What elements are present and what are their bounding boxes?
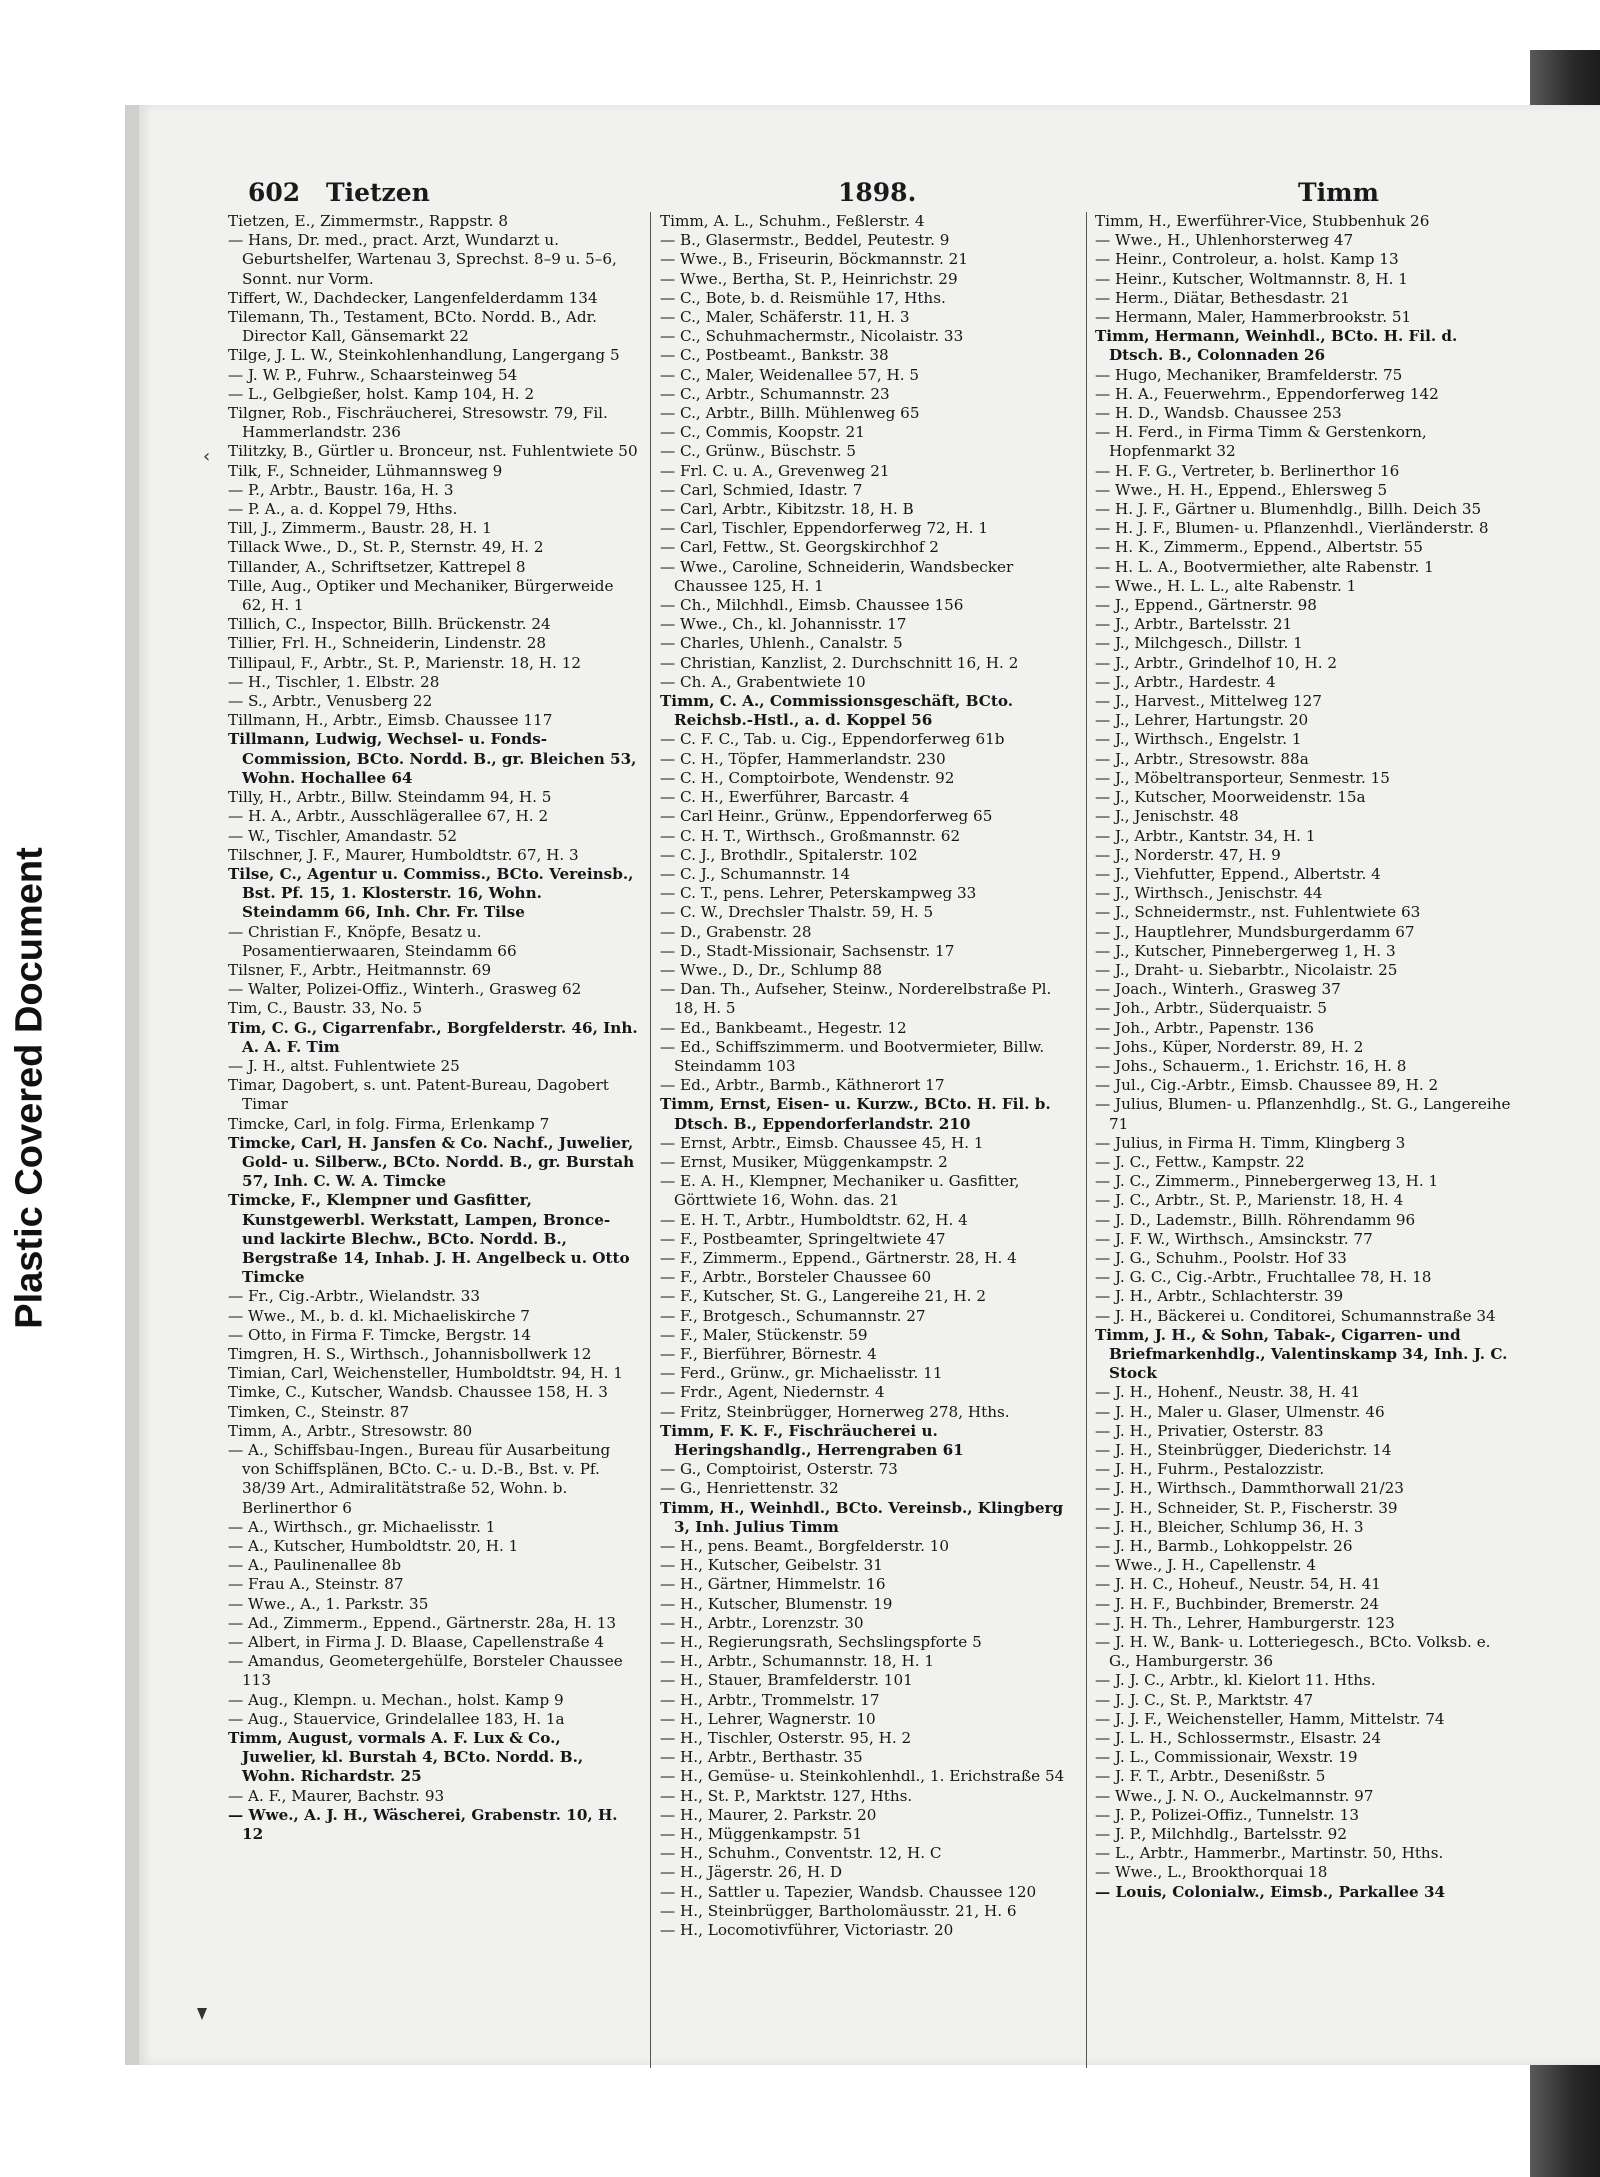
directory-entry: — J., Wirthsch., Jenischstr. 44 (1095, 884, 1323, 903)
directory-entry: — Christian F., Knöpfe, Besatz u. Posamentierwaaren, Steindamm 66 (228, 922, 517, 960)
directory-entry: — C. F. C., Tab. u. Cig., Eppendorferweg 61b (660, 730, 1005, 749)
directory-entry: — J. H., Bäckerei u. Conditorei, Schumannstraße 34 (1095, 1306, 1496, 1325)
directory-entry: Tillmann, Ludwig, Wechsel- u. Fonds-Commission, BCto. Nordd. B., gr. Bleichen 53, Wohn. Hochallee 64 (228, 730, 637, 787)
directory-entry: — H., Tischler, Osterstr. 95, H. 2 (660, 1729, 912, 1748)
directory-entry: — C. H. T., Wirthsch., Großmannstr. 62 (660, 826, 961, 845)
directory-entry: — D., Stadt-Missionair, Sachsenstr. 17 (660, 941, 955, 960)
directory-entry: — Wwe., L., Brookthorquai 18 (1095, 1863, 1328, 1882)
directory-entry: Timcke, Carl, in folg. Firma, Erlenkamp 7 (228, 1114, 550, 1133)
directory-entry: — H., Müggenkampstr. 51 (660, 1825, 863, 1844)
directory-entry: — J., Viehfutter, Eppend., Albertstr. 4 (1095, 864, 1381, 883)
directory-entry: — Frl. C. u. A., Grevenweg 21 (660, 461, 890, 480)
directory-entry: — J. P., Milchhdlg., Bartelsstr. 92 (1095, 1825, 1348, 1844)
directory-entry: Tietzen, E., Zimmermstr., Rappstr. 8 (228, 212, 508, 230)
directory-entry: Tillander, A., Schriftsetzer, Kattrepel 8 (228, 557, 526, 576)
directory-entry: — H., St. P., Marktstr. 127, Hths. (660, 1786, 913, 1805)
directory-entry: — Fritz, Steinbrügger, Hornerweg 278, Hths. (660, 1402, 1010, 1421)
directory-entry: — H., Kutscher, Geibelstr. 31 (660, 1556, 883, 1575)
directory-entry: Tillack Wwe., D., St. P., Sternstr. 49, H. 2 (228, 538, 544, 557)
directory-entry: — C., Bote, b. d. Reismühle 17, Hths. (660, 288, 946, 307)
directory-entry: — Joach., Winterh., Grasweg 37 (1095, 980, 1341, 999)
directory-entry: — C., Arbtr., Schumannstr. 23 (660, 384, 890, 403)
directory-entry: Timm, August, vormals A. F. Lux & Co., Juwelier, kl. Burstah 4, BCto. Nordd. B., Wohn. Richardstr. 25 (228, 1729, 584, 1786)
directory-entry: — J. H., Schneider, St. P., Fischerstr. 39 (1095, 1498, 1398, 1517)
directory-entry: — Wwe., A. J. H., Wäscherei, Grabenstr. 10, H. 12 (228, 1805, 618, 1844)
column-rule (1086, 212, 1087, 2068)
directory-entry: — Carl, Tischler, Eppendorferweg 72, H. 1 (660, 519, 988, 538)
directory-entry: — Heinr., Kutscher, Woltmannstr. 8, H. 1 (1095, 269, 1408, 288)
directory-entry: — Wwe., B., Friseurin, Böckmannstr. 21 (660, 250, 969, 269)
directory-entry: — E. A. H., Klempner, Mechaniker u. Gasfitter, Görttwiete 16, Wohn. das. 21 (660, 1172, 1020, 1210)
directory-entry: — C., Maler, Schäferstr. 11, H. 3 (660, 308, 910, 327)
directory-entry: — Ch., Milchhdl., Eimsb. Chaussee 156 (660, 596, 964, 615)
directory-entry: — F., Zimmerm., Eppend., Gärtnerstr. 28, H. 4 (660, 1248, 1017, 1267)
directory-entry: — Ed., Bankbeamt., Hegestr. 12 (660, 1018, 907, 1037)
directory-entry: Timke, C., Kutscher, Wandsb. Chaussee 158, H. 3 (228, 1383, 608, 1402)
directory-entry: Timm, H., Ewerführer-Vice, Stubbenhuk 26 (1095, 212, 1430, 230)
directory-entry: — H. K., Zimmerm., Eppend., Albertstr. 55 (1095, 538, 1423, 557)
directory-entry: — J. H. Th., Lehrer, Hamburgerstr. 123 (1095, 1613, 1395, 1632)
directory-entry: — J. H., Hohenf., Neustr. 38, H. 41 (1095, 1383, 1361, 1402)
directory-entry: Timm, C. A., Commissionsgeschäft, BCto. Reichsb.-Hstl., a. d. Koppel 56 (660, 692, 1014, 730)
directory-entry: — J., Kutscher, Pinnebergerweg 1, H. 3 (1095, 941, 1396, 960)
side-label: Plastic Covered Document (8, 847, 51, 1329)
directory-entry: — Frdr., Agent, Niedernstr. 4 (660, 1383, 885, 1402)
directory-entry: — H. J. F., Gärtner u. Blumenhdlg., Billh. Deich 35 (1095, 500, 1482, 519)
directory-entry: — Aug., Stauervice, Grindelallee 183, H. 1a (228, 1709, 565, 1728)
directory-entry: — J. C., Fettw., Kampstr. 22 (1095, 1152, 1305, 1171)
directory-entry: — L., Gelbgießer, holst. Kamp 104, H. 2 (228, 384, 535, 403)
directory-entry: — Dan. Th., Aufseher, Steinw., Norderelbstraße Pl. 18, H. 5 (660, 980, 1052, 1018)
directory-entry: — J., Arbtr., Hardestr. 4 (1095, 672, 1276, 691)
directory-entry: — Wwe., M., b. d. kl. Michaeliskirche 7 (228, 1306, 530, 1325)
directory-entry: — L., Arbtr., Hammerbr., Martinstr. 50, Hths. (1095, 1844, 1444, 1863)
corner-mark (197, 2008, 207, 2020)
directory-entry: — Ernst, Musiker, Müggenkampstr. 2 (660, 1152, 948, 1171)
directory-entry: — Ferd., Grünw., gr. Michaelisstr. 11 (660, 1364, 943, 1383)
directory-entry: — Jul., Cig.-Arbtr., Eimsb. Chaussee 89, H. 2 (1095, 1076, 1439, 1095)
directory-entry: — G., Henriettenstr. 32 (660, 1479, 839, 1498)
directory-entry: — H., Stauer, Bramfelderstr. 101 (660, 1671, 913, 1690)
directory-entry: — C. J., Schumannstr. 14 (660, 864, 851, 883)
directory-entry: — Carl Heinr., Grünw., Eppendorferweg 65 (660, 807, 993, 826)
column-right (1095, 212, 1515, 2072)
directory-entry: — J. H. F., Buchbinder, Bremerstr. 24 (1095, 1594, 1380, 1613)
directory-entry: — Ernst, Arbtr., Eimsb. Chaussee 45, H. 1 (660, 1133, 984, 1152)
directory-entry: — Aug., Klempn. u. Mechan., holst. Kamp 9 (228, 1690, 564, 1709)
directory-entry: — A., Paulinenallee 8b (228, 1556, 402, 1575)
directory-entry: — P., Arbtr., Baustr. 16a, H. 3 (228, 480, 454, 499)
directory-entry: — Amandus, Geometergehülfe, Borsteler Chaussee 113 (228, 1652, 623, 1690)
directory-entry: — H. A., Arbtr., Ausschlägerallee 67, H. 2 (228, 807, 549, 826)
directory-entry: — Otto, in Firma F. Timcke, Bergstr. 14 (228, 1325, 532, 1344)
directory-entry: — J. F. T., Arbtr., Desenißstr. 5 (1095, 1767, 1326, 1786)
directory-entry: — C. H., Comptoirbote, Wendenstr. 92 (660, 768, 955, 787)
directory-entry: — H., Arbtr., Lorenzstr. 30 (660, 1613, 864, 1632)
directory-entry: — H., Kutscher, Blumenstr. 19 (660, 1594, 893, 1613)
directory-entry: — J. L., Commissionair, Wexstr. 19 (1095, 1748, 1358, 1767)
directory-entry: — H., Arbtr., Berthastr. 35 (660, 1748, 863, 1767)
directory-entry: — Wwe., Bertha, St. P., Heinrichstr. 29 (660, 269, 958, 288)
directory-entry: Timm, Ernst, Eisen- u. Kurzw., BCto. H. Fil. b. Dtsch. B., Eppendorferlandstr. 210 (660, 1095, 1051, 1133)
directory-entry: — J. H., altst. Fuhlentwiete 25 (228, 1056, 460, 1075)
directory-entry: — Johs., Küper, Norderstr. 89, H. 2 (1095, 1037, 1364, 1056)
directory-entry: — Johs., Schauerm., 1. Erichstr. 16, H. 8 (1095, 1056, 1407, 1075)
directory-entry: — F., Arbtr., Borsteler Chaussee 60 (660, 1268, 932, 1287)
page-header (248, 178, 1598, 212)
directory-entry: — J. J. C., Arbtr., kl. Kielort 11. Hths. (1095, 1671, 1376, 1690)
header-year: 1898. (838, 178, 917, 207)
directory-entry: Timm, H., Weinhdl., BCto. Vereinsb., Klingberg 3, Inh. Julius Timm (660, 1498, 1064, 1536)
directory-entry: — J. W. P., Fuhrw., Schaarsteinweg 54 (228, 365, 518, 384)
directory-entry: — A., Schiffsbau-Ingen., Bureau für Ausarbeitung von Schiffsplänen, BCto. C.- u. D.-B., Bst. v. Pf. 38/39 Art., Admiralitätstraße 52, Wohn. b. Berlinerthor 6 (228, 1441, 611, 1517)
directory-entry: Timm, F. K. F., Fischräucherei u. Heringshandlg., Herrengraben 61 (660, 1421, 964, 1459)
directory-entry: — E. H. T., Arbtr., Humboldtstr. 62, H. 4 (660, 1210, 968, 1229)
directory-entry: Tillipaul, F., Arbtr., St. P., Marienstr. 18, H. 12 (228, 653, 582, 672)
directory-entry: — Hermann, Maler, Hammerbrookstr. 51 (1095, 308, 1412, 327)
directory-entry: Tillier, Frl. H., Schneiderin, Lindenstr. 28 (228, 634, 547, 653)
directory-entry: — Joh., Arbtr., Süderquaistr. 5 (1095, 999, 1328, 1018)
directory-entry: — J., Hauptlehrer, Mundsburgerdamm 67 (1095, 922, 1415, 941)
directory-entry: — J. H. W., Bank- u. Lotteriegesch., BCto. Volksb. e. G., Hamburgerstr. 36 (1095, 1633, 1491, 1671)
directory-entry: — J. P., Polizei-Offiz., Tunnelstr. 13 (1095, 1805, 1360, 1824)
directory-entry: — J. D., Lademstr., Billh. Röhrendamm 96 (1095, 1210, 1416, 1229)
directory-entry: Tillmann, H., Arbtr., Eimsb. Chaussee 117 (228, 711, 553, 730)
directory-entry: Tilitzky, B., Gürtler u. Bronceur, nst. Fuhlentwiete 50 (228, 442, 638, 461)
directory-entry: — G., Comptoirist, Osterstr. 73 (660, 1460, 898, 1479)
directory-entry: Tilge, J. L. W., Steinkohlenhandlung, Langergang 5 (228, 346, 620, 365)
directory-entry: — J. C., Arbtr., St. P., Marienstr. 18, H. 4 (1095, 1191, 1404, 1210)
directory-entry: — H., Arbtr., Schumannstr. 18, H. 1 (660, 1652, 935, 1671)
header-right-word: Timm (1298, 178, 1380, 207)
directory-entry: — C., Schuhmachermstr., Nicolaistr. 33 (660, 327, 964, 346)
directory-entry: — J. H. C., Hoheuf., Neustr. 54, H. 41 (1095, 1575, 1381, 1594)
directory-entry: — J. G., Schuhm., Poolstr. Hof 33 (1095, 1248, 1347, 1267)
directory-entry: — H., Gemüse- u. Steinkohlenhdl., 1. Erichstraße 54 (660, 1767, 1065, 1786)
directory-entry: — A., Wirthsch., gr. Michaelisstr. 1 (228, 1517, 496, 1536)
directory-entry: — J. C., Zimmerm., Pinnebergerweg 13, H. 1 (1095, 1172, 1439, 1191)
directory-entry: — J. L. H., Schlossermstr., Elsastr. 24 (1095, 1729, 1382, 1748)
header-left-word: Tietzen (326, 178, 430, 207)
directory-entry: — Ed., Arbtr., Barmb., Käthnerort 17 (660, 1076, 945, 1095)
directory-entry: — F., Postbeamter, Springeltwiete 47 (660, 1229, 946, 1248)
directory-entry: — J. H., Wirthsch., Dammthorwall 21/23 (1095, 1479, 1404, 1498)
directory-entry: — H., Sattler u. Tapezier, Wandsb. Chaussee 120 (660, 1882, 1037, 1901)
directory-entry: — B., Glasermstr., Beddel, Peutestr. 9 (660, 231, 950, 250)
directory-entry: — Wwe., Ch., kl. Johannisstr. 17 (660, 615, 907, 634)
directory-entry: — H. D., Wandsb. Chaussee 253 (1095, 404, 1342, 423)
directory-entry: — H. L. A., Bootvermiether, alte Rabenstr. 1 (1095, 557, 1434, 576)
directory-entry: — J., Lehrer, Hartungstr. 20 (1095, 711, 1309, 730)
directory-entry: Timm, A., Arbtr., Stresowstr. 80 (228, 1421, 473, 1440)
directory-entry: Timcke, Carl, H. Jansfen & Co. Nachf., Juwelier, Gold- u. Silberw., BCto. Nordd. B., gr. Burstah 57, Inh. C. W. A. Timcke (228, 1133, 635, 1191)
directory-entry: Tilk, F., Schneider, Lühmannsweg 9 (228, 461, 503, 480)
directory-entry: — J., Jenischstr. 48 (1095, 807, 1239, 826)
directory-entry: — H. J. F., Blumen- u. Pflanzenhdl., Vierländerstr. 8 (1095, 519, 1489, 538)
directory-entry: Timm, Hermann, Weinhdl., BCto. H. Fil. d. Dtsch. B., Colonnaden 26 (1095, 327, 1458, 365)
directory-entry: — H., Gärtner, Himmelstr. 16 (660, 1575, 886, 1594)
margin-mark: ‹ (203, 446, 211, 467)
directory-entry: — Louis, Colonialw., Eimsb., Parkallee 34 (1095, 1882, 1446, 1901)
directory-entry: — H., Maurer, 2. Parkstr. 20 (660, 1805, 877, 1824)
directory-entry: Tilsner, F., Arbtr., Heitmannstr. 69 (228, 960, 492, 979)
directory-entry: — F., Brotgesch., Schumannstr. 27 (660, 1306, 926, 1325)
directory-entry: — J., Möbeltransporteur, Senmestr. 15 (1095, 768, 1390, 787)
directory-entry: — Hans, Dr. med., pract. Arzt, Wundarzt u. Geburtshelfer, Wartenau 3, Sprechst. 8–9 u. 5–6, Sonnt. nur Vorm. (228, 231, 617, 288)
directory-entry: Timgren, H. S., Wirthsch., Johannisbollwerk 12 (228, 1344, 592, 1363)
directory-entry: Tilschner, J. F., Maurer, Humboldtstr. 67, H. 3 (228, 845, 579, 864)
directory-entry: — J. J. C., St. P., Marktstr. 47 (1095, 1690, 1314, 1709)
directory-entry: — C. J., Brothdlr., Spitalerstr. 102 (660, 845, 918, 864)
directory-entry: Timcke, F., Klempner und Gasfitter, Kunstgewerbl. Werkstatt, Lampen, Bronce- und lackirte Blechw., BCto. Nordd. B., Bergstraße 14, Inhab. J. H. Angelbeck u. Otto Timcke (228, 1191, 630, 1287)
directory-entry: — Heinr., Controleur, a. holst. Kamp 13 (1095, 250, 1399, 269)
directory-entry: — H., Schuhm., Conventstr. 12, H. C (660, 1844, 942, 1863)
page-number: 602 (248, 178, 301, 207)
directory-entry: — Walter, Polizei-Offiz., Winterh., Grasweg 62 (228, 980, 582, 999)
directory-entry: — Julius, Blumen- u. Pflanzenhdlg., St. G., Langereihe 71 (1095, 1095, 1511, 1133)
directory-entry: — J., Arbtr., Grindelhof 10, H. 2 (1095, 653, 1338, 672)
directory-entry: — Wwe., A., 1. Parkstr. 35 (228, 1594, 429, 1613)
directory-entry: — J. H., Arbtr., Schlachterstr. 39 (1095, 1287, 1344, 1306)
directory-entry: — J., Milchgesch., Dillstr. 1 (1095, 634, 1303, 653)
directory-entry: — J., Schneidermstr., nst. Fuhlentwiete 63 (1095, 903, 1421, 922)
directory-entry: — Carl, Fettw., St. Georgskirchhof 2 (660, 538, 939, 557)
directory-entry: — D., Grabenstr. 28 (660, 922, 812, 941)
directory-entry: — A., Kutscher, Humboldtstr. 20, H. 1 (228, 1537, 519, 1556)
directory-entry: — C. H., Ewerführer, Barcastr. 4 (660, 788, 910, 807)
directory-entry: Tim, C., Baustr. 33, No. 5 (228, 999, 423, 1018)
directory-entry: Tillich, C., Inspector, Billh. Brückenstr. 24 (228, 615, 551, 634)
directory-entry: — J. H., Fuhrm., Pestalozzistr. (1095, 1460, 1325, 1479)
directory-entry: — Wwe., D., Dr., Schlump 88 (660, 960, 883, 979)
directory-entry: — J. J. F., Weichensteller, Hamm, Mittelstr. 74 (1095, 1709, 1445, 1728)
directory-entry: — A. F., Maurer, Bachstr. 93 (228, 1786, 445, 1805)
directory-entry: — Wwe., J. N. O., Auckelmannstr. 97 (1095, 1786, 1374, 1805)
directory-entry: — J. H., Privatier, Osterstr. 83 (1095, 1421, 1324, 1440)
directory-entry: — Charles, Uhlenh., Canalstr. 5 (660, 634, 903, 653)
directory-entry: Timian, Carl, Weichensteller, Humboldtstr. 94, H. 1 (228, 1364, 623, 1383)
directory-entry: — H. Ferd., in Firma Timm & Gerstenkorn, Hopfenmarkt 32 (1095, 423, 1427, 461)
directory-entry: Tilemann, Th., Testament, BCto. Nordd. B., Adr. Director Kall, Gänsemarkt 22 (228, 308, 597, 346)
directory-entry: Tilse, C., Agentur u. Commiss., BCto. Vereinsb., Bst. Pf. 15, 1. Klosterstr. 16, Wohn. Steindamm 66, Inh. Chr. Fr. Tilse (228, 864, 634, 922)
directory-entry: — Ch. A., Grabentwiete 10 (660, 672, 866, 691)
directory-entry: — J. H., Barmb., Lohkoppelstr. 26 (1095, 1537, 1353, 1556)
directory-entry: — W., Tischler, Amandastr. 52 (228, 826, 458, 845)
directory-entry: — J. H., Bleicher, Schlump 36, H. 3 (1095, 1517, 1364, 1536)
directory-entry: Tim, C. G., Cigarrenfabr., Borgfelderstr. 46, Inh. A. A. F. Tim (228, 1018, 638, 1056)
directory-entry: — J., Arbtr., Bartelsstr. 21 (1095, 615, 1293, 634)
directory-entry: — H., Lehrer, Wagnerstr. 10 (660, 1709, 876, 1728)
directory-entry: — Albert, in Firma J. D. Blaase, Capellenstraße 4 (228, 1633, 605, 1652)
directory-entry: — F., Maler, Stückenstr. 59 (660, 1325, 868, 1344)
directory-entry: — Herm., Diätar, Bethesdastr. 21 (1095, 288, 1350, 307)
directory-entry: — C., Commis, Koopstr. 21 (660, 423, 865, 442)
directory-entry: — Frau A., Steinstr. 87 (228, 1575, 404, 1594)
directory-entry: Tiffert, W., Dachdecker, Langenfelderdamm 134 (228, 288, 598, 307)
directory-entry: — J. H., Steinbrügger, Diederichstr. 14 (1095, 1441, 1392, 1459)
directory-entry: Timar, Dagobert, s. unt. Patent-Bureau, Dagobert Timar (228, 1076, 609, 1114)
directory-entry: — Wwe., H. L. L., alte Rabenstr. 1 (1095, 576, 1357, 595)
directory-entry: — H., Regierungsrath, Sechslingspforte 5 (660, 1633, 982, 1652)
directory-entry: — Carl, Arbtr., Kibitzstr. 18, H. B (660, 500, 914, 519)
directory-entry: — C. T., pens. Lehrer, Peterskampweg 33 (660, 884, 977, 903)
directory-entry: — Wwe., J. H., Capellenstr. 4 (1095, 1556, 1317, 1575)
directory-entry: — Fr., Cig.-Arbtr., Wielandstr. 33 (228, 1287, 480, 1306)
directory-entry: — C. H., Töpfer, Hammerlandstr. 230 (660, 749, 946, 768)
directory-entry: — C., Grünw., Büschstr. 5 (660, 442, 857, 461)
directory-entry: — Wwe., H., Uhlenhorsterweg 47 (1095, 231, 1354, 250)
directory-entry: — Christian, Kanzlist, 2. Durchschnitt 16, H. 2 (660, 653, 1019, 672)
directory-entry: — J., Harvest., Mittelweg 127 (1095, 692, 1322, 711)
directory-entry: — F., Kutscher, St. G., Langereihe 21, H. 2 (660, 1287, 986, 1306)
directory-entry: — H., Jägerstr. 26, H. D (660, 1863, 843, 1882)
directory-entry: Tille, Aug., Optiker und Mechaniker, Bürgerweide 62, H. 1 (228, 576, 614, 615)
directory-entry: — Wwe., H. H., Eppend., Ehlersweg 5 (1095, 480, 1388, 499)
directory-entry: — H., Steinbrügger, Bartholomäusstr. 21, H. 6 (660, 1901, 1017, 1920)
directory-entry: — J., Wirthsch., Engelstr. 1 (1095, 730, 1302, 749)
directory-entry: — C., Maler, Weidenallee 57, H. 5 (660, 365, 920, 384)
directory-entry: — Joh., Arbtr., Papenstr. 136 (1095, 1018, 1314, 1037)
column-rule (650, 212, 651, 2068)
directory-entry: — Ed., Schiffszimmerm. und Bootvermieter, Billw. Steindamm 103 (660, 1037, 1045, 1075)
directory-entry: Timm, J. H., & Sohn, Tabak-, Cigarren- und Briefmarkenhdlg., Valentinskamp 34, Inh. J. C. Stock (1095, 1325, 1508, 1383)
directory-entry: — P. A., a. d. Koppel 79, Hths. (228, 500, 458, 519)
directory-entry: — C., Arbtr., Billh. Mühlenweg 65 (660, 404, 920, 423)
directory-entry: Tilgner, Rob., Fischräucherei, Stresowstr. 79, Fil. Hammerlandstr. 236 (228, 404, 608, 442)
directory-entry: — H. A., Feuerwehrm., Eppendorferweg 142 (1095, 384, 1439, 403)
directory-entry: — H., pens. Beamt., Borgfelderstr. 10 (660, 1537, 950, 1556)
directory-entry: — J., Draht- u. Siebarbtr., Nicolaistr. 25 (1095, 960, 1398, 979)
directory-entry: — J., Kutscher, Moorweidenstr. 15a (1095, 788, 1366, 807)
directory-entry: Timken, C., Steinstr. 87 (228, 1402, 410, 1421)
directory-entry: — Carl, Schmied, Idastr. 7 (660, 480, 863, 499)
column-left (228, 212, 640, 2072)
directory-entry: — Hugo, Mechaniker, Bramfelderstr. 75 (1095, 365, 1403, 384)
directory-entry: — C. W., Drechsler Thalstr. 59, H. 5 (660, 903, 934, 922)
directory-entry: — J., Eppend., Gärtnerstr. 98 (1095, 596, 1317, 615)
directory-entry: Timm, A. L., Schuhm., Feßlerstr. 4 (660, 212, 925, 230)
directory-entry: — J. H., Maler u. Glaser, Ulmenstr. 46 (1095, 1402, 1385, 1421)
directory-entry: — J. G. C., Cig.-Arbtr., Fruchtallee 78, H. 18 (1095, 1268, 1432, 1287)
directory-entry: — Ad., Zimmerm., Eppend., Gärtnerstr. 28a, H. 13 (228, 1613, 617, 1632)
directory-entry: — F., Bierführer, Börnestr. 4 (660, 1344, 877, 1363)
directory-entry: — Wwe., Caroline, Schneiderin, Wandsbecker Chaussee 125, H. 1 (660, 557, 1014, 595)
directory-entry: — J., Arbtr., Stresowstr. 88a (1095, 749, 1309, 768)
directory-entry: — H., Locomotivführer, Victoriastr. 20 (660, 1921, 954, 1940)
directory-entry: — J., Arbtr., Kantstr. 34, H. 1 (1095, 826, 1316, 845)
directory-entry: — J. F. W., Wirthsch., Amsinckstr. 77 (1095, 1229, 1373, 1248)
directory-entry: — H., Tischler, 1. Elbstr. 28 (228, 672, 440, 691)
directory-entry: — S., Arbtr., Venusberg 22 (228, 692, 433, 711)
directory-entry: — C., Postbeamt., Bankstr. 38 (660, 346, 889, 365)
directory-entry: — J., Norderstr. 47, H. 9 (1095, 845, 1281, 864)
directory-entry: — H. F. G., Vertreter, b. Berlinerthor 16 (1095, 461, 1400, 480)
directory-entry: Till, J., Zimmerm., Baustr. 28, H. 1 (228, 519, 492, 538)
directory-entry: Tilly, H., Arbtr., Billw. Steindamm 94, H. 5 (228, 788, 552, 807)
column-middle (660, 212, 1078, 2072)
directory-entry: — H., Arbtr., Trommelstr. 17 (660, 1690, 880, 1709)
directory-entry: — Julius, in Firma H. Timm, Klingberg 3 (1095, 1133, 1406, 1152)
